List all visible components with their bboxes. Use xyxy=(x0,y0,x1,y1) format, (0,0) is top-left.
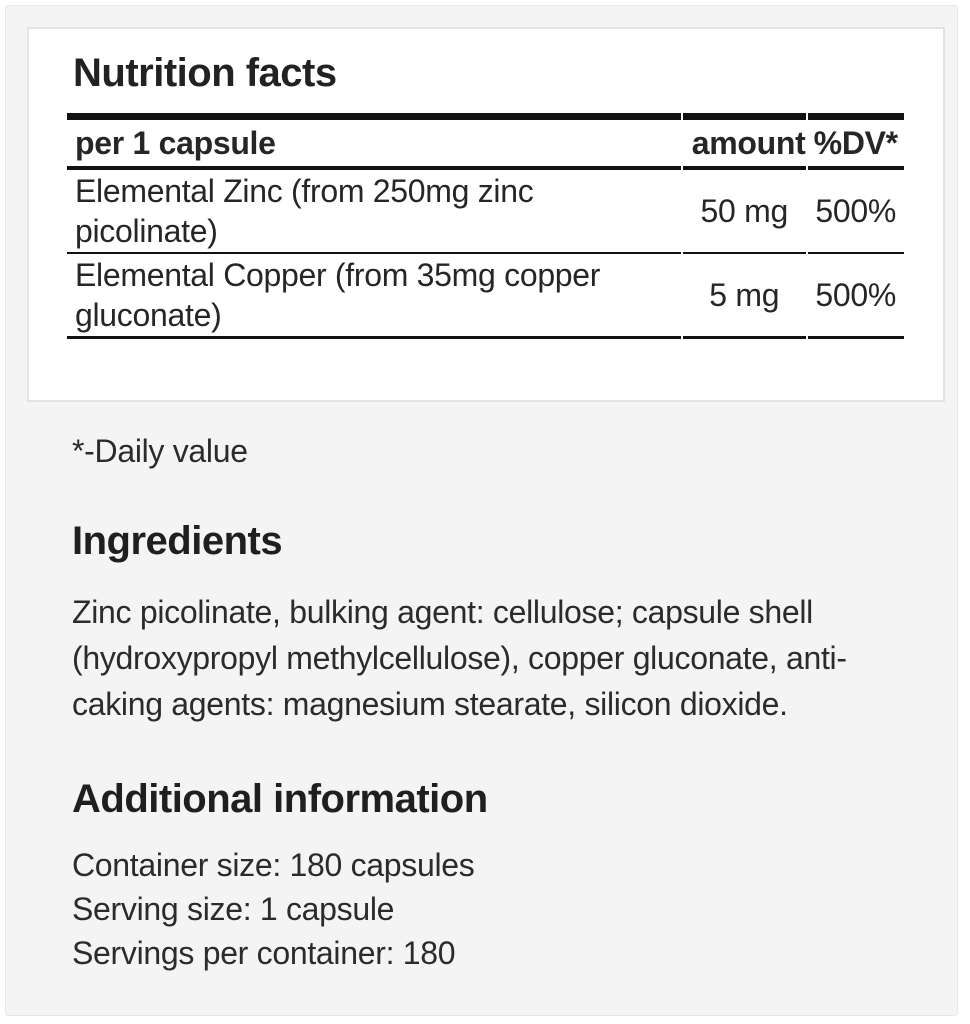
nutrient-amount: 50 mg xyxy=(683,170,806,254)
daily-value-footnote: *-Daily value xyxy=(72,433,248,469)
container-size-line: Container size: 180 capsules xyxy=(72,847,475,883)
header-dv: %DV* xyxy=(808,113,904,170)
additional-information-heading: Additional information xyxy=(72,777,488,821)
details-section xyxy=(72,429,887,975)
serving-size-line: Serving size: 1 capsule xyxy=(72,891,395,927)
table-row-zinc xyxy=(67,170,904,254)
nutrient-name: Elemental Zinc (from 250mg zinc picolinate) xyxy=(67,170,681,254)
nutrient-name: Elemental Copper (from 35mg copper gluconate) xyxy=(67,254,681,339)
table-header-row xyxy=(67,113,904,170)
nutrition-facts-table xyxy=(65,113,906,339)
ingredients-heading: Ingredients xyxy=(72,519,283,563)
nutrient-amount: 5 mg xyxy=(683,254,806,339)
product-info-panel xyxy=(5,5,958,1016)
ingredients-text: Zinc picolinate, bulking agent: cellulose; capsule shell (hydroxypropyl methylcellulose), copper gluconate, anti-caking agents: magnesium stearate, silicon dioxide. xyxy=(72,594,847,722)
nutrition-facts-card xyxy=(27,27,945,402)
additional-information-list xyxy=(72,843,887,975)
nutrient-dv: 500% xyxy=(808,254,904,339)
header-amount: amount xyxy=(683,113,806,170)
nutrient-dv: 500% xyxy=(808,170,904,254)
table-row-copper xyxy=(67,254,904,339)
nutrition-facts-title: Nutrition facts xyxy=(73,51,337,95)
servings-per-container-line: Servings per container: 180 xyxy=(72,935,456,971)
header-per-capsule: per 1 capsule xyxy=(67,113,681,170)
